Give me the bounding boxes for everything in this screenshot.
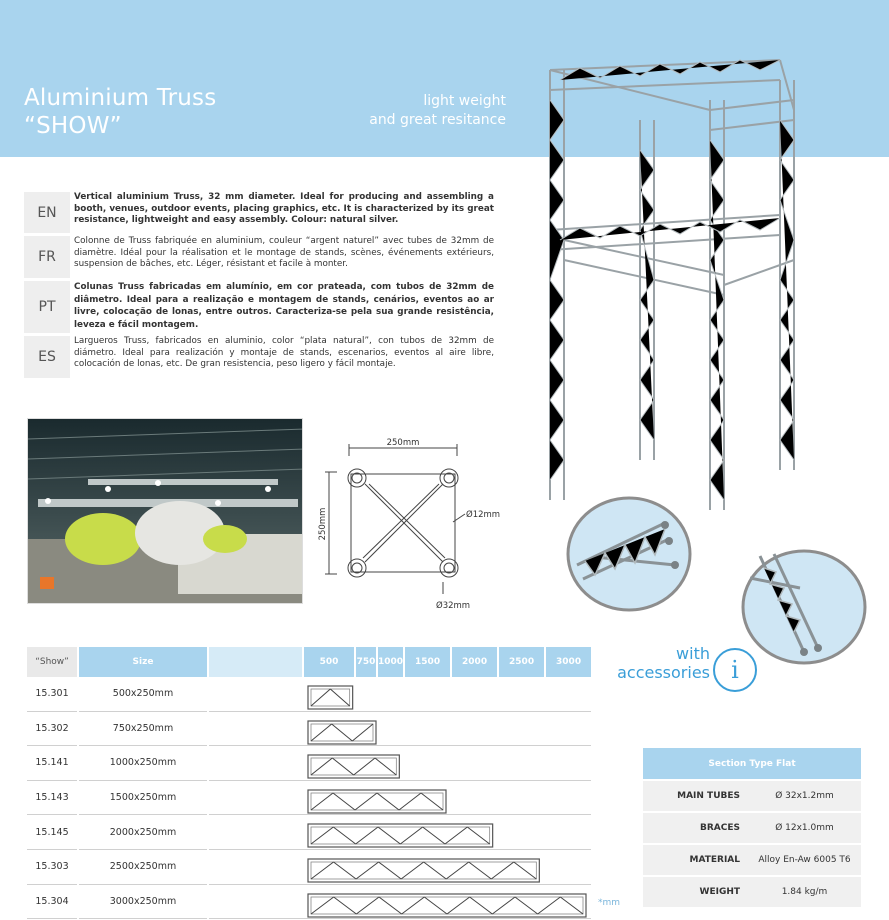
spec-row bbox=[643, 781, 861, 811]
spec-key: MATERIAL bbox=[643, 845, 748, 875]
accessories-label bbox=[600, 644, 710, 682]
title-line-1: Aluminium Truss bbox=[24, 85, 217, 111]
width-label: 250mm bbox=[386, 438, 420, 448]
col-header-length: 750 bbox=[356, 647, 376, 677]
truss-bar-15.304 bbox=[307, 893, 587, 918]
info-icon[interactable]: i bbox=[713, 648, 757, 692]
page-subtitle bbox=[320, 92, 506, 130]
spec-value: Ø 32x1.2mm bbox=[748, 781, 861, 811]
lang-code: PT bbox=[24, 281, 70, 333]
tube-label: Ø32mm bbox=[436, 601, 471, 611]
product-code: 15.145 bbox=[27, 815, 77, 850]
lang-row-pt bbox=[24, 281, 494, 333]
truss-tower-image bbox=[530, 40, 830, 520]
lang-code: EN bbox=[24, 192, 70, 233]
col-header-code: “Show” bbox=[27, 647, 77, 677]
unit-note: *mm bbox=[598, 898, 621, 908]
col-header-length: 1000 bbox=[378, 647, 403, 677]
product-code: 15.302 bbox=[27, 712, 77, 747]
truss-bar-15.302 bbox=[307, 720, 377, 745]
spec-key: MAIN TUBES bbox=[643, 781, 748, 811]
product-size: 500x250mm bbox=[79, 677, 207, 712]
accessories-line-2: accessories bbox=[617, 663, 710, 682]
spec-row bbox=[643, 877, 861, 907]
size-table-header bbox=[27, 647, 591, 677]
lang-text: Colonne de Truss fabriquée en aluminium, couleur “argent naturel” avec tubes de 32mm de diamètre. Idéal pour la réalisation et le montage de stands, scènes, événements extérieurs, suspension de bâches, etc. Léger, résistant et facile à monter. bbox=[74, 236, 494, 269]
lang-text: Largueros Truss, fabricados en aluminio, color “plata natural”, con tubos de 32mm de diámetro. Ideal para realización y montaje de stands, escenarios, eventos al aire libre, colocación de lonas, etc. De gran resistencia, peso ligero y fácil montaje. bbox=[74, 336, 494, 369]
lang-text: Vertical aluminium Truss, 32 mm diameter. Ideal for producing and assembling a booth, venues, outdoor events, placing graphics, etc. It is characterized by its great resistance, lightweight and easy assembly. Colour: natural silver. bbox=[74, 192, 494, 225]
spec-value: Ø 12x1.0mm bbox=[748, 813, 861, 843]
spec-row bbox=[643, 813, 861, 843]
product-size: 2500x250mm bbox=[79, 850, 207, 885]
length-cell bbox=[209, 677, 591, 712]
lang-row-fr bbox=[24, 236, 494, 278]
lang-row-en bbox=[24, 192, 494, 233]
page-title bbox=[24, 84, 216, 140]
subtitle-line-1: light weight bbox=[423, 93, 506, 109]
product-code: 15.301 bbox=[27, 677, 77, 712]
truss-bar-15.143 bbox=[307, 789, 447, 814]
subtitle-line-2: and great resitance bbox=[369, 112, 506, 128]
lang-row-es bbox=[24, 336, 494, 378]
spec-table bbox=[643, 746, 861, 909]
col-header-spacer bbox=[209, 647, 302, 677]
brace-label: Ø12mm bbox=[466, 510, 501, 520]
lang-code: FR bbox=[24, 236, 70, 278]
col-header-length: 2000 bbox=[452, 647, 497, 677]
product-size: 1000x250mm bbox=[79, 746, 207, 781]
lang-code: ES bbox=[24, 336, 70, 378]
col-header-length: 1500 bbox=[405, 647, 450, 677]
truss-bar-15.303 bbox=[307, 858, 540, 883]
connector-detail-1 bbox=[565, 495, 693, 613]
language-descriptions bbox=[24, 192, 494, 381]
spec-title: Section Type Flat bbox=[643, 748, 861, 779]
product-size: 2000x250mm bbox=[79, 815, 207, 850]
product-code: 15.303 bbox=[27, 850, 77, 885]
spec-key: BRACES bbox=[643, 813, 748, 843]
lang-text: Colunas Truss fabricadas em alumínio, em cor prateada, com tubos de 32mm de diâmetro. Ideal para a realização e montagem de stands, cenários, eventos ao ar livre, colocação de lonas, entre outros. Caracteriza-se pela sua grande resistência, leveza e fácil montagem. bbox=[74, 282, 494, 330]
spec-value: 1.84 kg/m bbox=[748, 877, 861, 907]
product-code: 15.141 bbox=[27, 746, 77, 781]
col-header-length: 2500 bbox=[499, 647, 544, 677]
col-header-size: Size bbox=[79, 647, 207, 677]
col-header-length: 3000 bbox=[546, 647, 591, 677]
section-diagram bbox=[315, 434, 515, 614]
accessories-line-1: with bbox=[676, 644, 710, 663]
truss-bar-15.141 bbox=[307, 754, 400, 779]
truss-bar-15.145 bbox=[307, 823, 494, 848]
product-size: 750x250mm bbox=[79, 712, 207, 747]
spec-key: WEIGHT bbox=[643, 877, 748, 907]
spec-value: Alloy En-Aw 6005 T6 bbox=[748, 845, 861, 875]
col-header-length: 500 bbox=[304, 647, 354, 677]
product-code: 15.143 bbox=[27, 781, 77, 816]
length-cell bbox=[209, 712, 591, 747]
exhibition-photo bbox=[27, 418, 303, 604]
product-size: 1500x250mm bbox=[79, 781, 207, 816]
title-line-2: “SHOW” bbox=[24, 113, 122, 139]
spec-row bbox=[643, 845, 861, 875]
section-drawing bbox=[315, 434, 515, 614]
product-code: 15.304 bbox=[27, 885, 77, 920]
product-size: 3000x250mm bbox=[79, 885, 207, 920]
connector-detail-2 bbox=[740, 548, 868, 666]
truss-bar-15.301 bbox=[307, 685, 354, 710]
height-label: 250mm bbox=[318, 507, 328, 541]
